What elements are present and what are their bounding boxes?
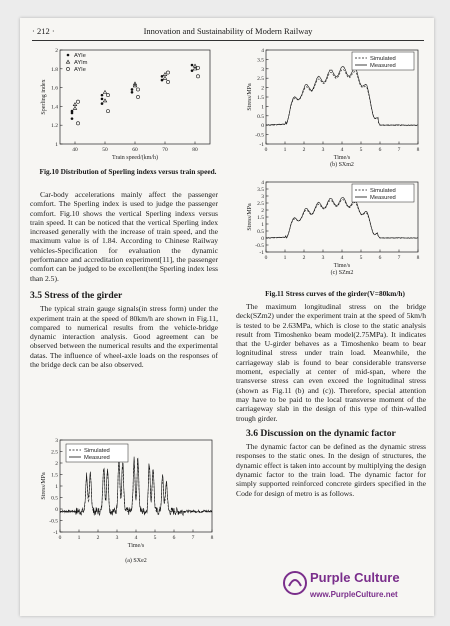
figure-10-caption bbox=[28, 168, 218, 177]
y-tick-label: 1.5 bbox=[51, 472, 58, 479]
x-axis-label: Time/s bbox=[333, 263, 351, 269]
figure-10-chart bbox=[24, 46, 220, 166]
x-tick-label: 2 bbox=[96, 535, 100, 541]
y-tick-label: -0.5 bbox=[255, 132, 264, 139]
y-tick-label: 3 bbox=[261, 194, 264, 200]
data-point-ayle bbox=[131, 88, 134, 91]
x-tick-label: 6 bbox=[378, 255, 382, 261]
purple-culture-logo-icon bbox=[282, 570, 308, 596]
y-tick-label: 1 bbox=[55, 142, 58, 148]
legend-marker-triangle bbox=[66, 60, 69, 63]
szm2-stress-plot bbox=[232, 178, 428, 284]
data-point-aylm-triangle bbox=[103, 91, 106, 94]
fig11-caption-text: Fig.11 Stress curves of the girder(V=80km/h) bbox=[265, 289, 405, 298]
y-tick-label: 2 bbox=[55, 48, 58, 54]
y-tick-label: 2.5 bbox=[257, 76, 264, 83]
data-point-ayle-circle bbox=[106, 110, 109, 113]
y-tick-label: 2 bbox=[55, 461, 58, 467]
x-tick-label: 80 bbox=[192, 147, 198, 153]
simulated-series-line bbox=[60, 463, 212, 512]
data-point-ayle bbox=[161, 75, 164, 78]
y-tick-label: 1.6 bbox=[51, 85, 58, 92]
y-axis-label: Stress/MPa bbox=[41, 472, 47, 500]
x-tick-label: 7 bbox=[397, 255, 401, 261]
x-tick-label: 6 bbox=[172, 535, 176, 541]
journal-title: Innovation and Sustainability of Modern Railway bbox=[143, 26, 313, 36]
x-tick-label: 60 bbox=[132, 147, 138, 153]
longitudinal-stress-paragraph: The maximum longitudinal stress on the bridge deck(SZm2) under the experiment train at the speed of 5km/h is tested to be 2.63MPa, which is close to the static analysis result from Timoshenko beam model(2.75MPa). It indicates that the U-girder behaves as a Timoshenko beam to bear lognitudinal stress under train load. Meanwhile, the carriageway slab is found to bear considerable transverse moment, especially at center of mid-span, where the transverse stress can even exceed the lognitudinal stress (shown as Fig.11 (b) and (c)). Therefore, special attention may have to be paid to the local transverse moment of the carriageway slab in the design of this type of thin-walled trough girder. bbox=[236, 302, 426, 423]
data-point-aylm-triangle bbox=[73, 103, 76, 106]
data-point-ayle bbox=[71, 117, 74, 120]
section-3-5-heading: 3.5 Stress of the girder bbox=[30, 289, 123, 301]
legend-label-simulated: Simulated bbox=[84, 448, 110, 454]
data-point-ayle-circle bbox=[76, 100, 79, 103]
x-tick-label: 8 bbox=[416, 255, 420, 261]
y-tick-label: 1 bbox=[261, 222, 264, 228]
y-tick-label: 1.8 bbox=[51, 66, 58, 73]
legend-label-measured: Measured bbox=[370, 195, 396, 201]
data-point-ayle-circle bbox=[166, 71, 169, 74]
x-tick-label: 1 bbox=[283, 147, 287, 153]
running-header bbox=[32, 26, 424, 40]
y-tick-label: 1.4 bbox=[51, 104, 58, 111]
y-tick-label: 2 bbox=[261, 208, 264, 214]
x-tick-label: 1 bbox=[77, 535, 81, 541]
x-tick-label: 5 bbox=[359, 255, 363, 261]
x-tick-label: 40 bbox=[72, 147, 78, 153]
x-tick-label: 7 bbox=[191, 535, 195, 541]
x-tick-label: 4 bbox=[340, 147, 344, 153]
strain-gauge-paragraph: The typical strain gauge signals(in stress form) under the experiment train at the speed of 80km/h are shown in Fig.11, compared to numerical results from the vehicle-bridge dynamic interaction analysis. Good agreement can be observed between the numerical results and the experimental datas. The influence of wheel-axle loads on the responses of the bridge deck can be also observed. bbox=[30, 304, 218, 370]
y-tick-label: 1.5 bbox=[257, 95, 264, 101]
x-tick-label: 4 bbox=[134, 535, 138, 541]
x-tick-label: 0 bbox=[58, 535, 62, 541]
data-point-ayle bbox=[101, 98, 104, 101]
data-point-ayle-circle bbox=[76, 122, 79, 125]
y-tick-label: 0.5 bbox=[51, 495, 58, 502]
x-tick-label: 5 bbox=[359, 147, 363, 153]
legend-label: AYle bbox=[74, 53, 86, 59]
subcaption: (c) SZm2 bbox=[330, 270, 354, 276]
x-tick-label: 0 bbox=[264, 147, 268, 153]
x-tick-label: 70 bbox=[162, 147, 168, 153]
y-axis-label: Sperling index bbox=[41, 79, 47, 115]
data-point-ayle bbox=[191, 69, 194, 72]
y-tick-label: 1.2 bbox=[51, 123, 58, 130]
data-point-ayle bbox=[101, 102, 104, 105]
header-rule bbox=[32, 40, 424, 41]
y-tick-label: 1 bbox=[261, 104, 264, 111]
purple-culture-watermark bbox=[280, 564, 430, 608]
data-point-aylm-triangle bbox=[163, 76, 166, 79]
y-tick-label: 1 bbox=[55, 484, 58, 490]
legend-label-simulated: Simulated bbox=[370, 188, 396, 194]
legend-label: AYlm bbox=[74, 60, 88, 66]
y-tick-label: 0.5 bbox=[257, 229, 264, 235]
x-tick-label: 8 bbox=[210, 535, 214, 541]
y-tick-label: 0 bbox=[55, 507, 58, 513]
y-tick-label: 4 bbox=[261, 48, 264, 54]
x-tick-label: 2 bbox=[302, 255, 306, 261]
watermark-url: www.PurpleCulture.net bbox=[310, 590, 398, 599]
sxe2-stress-plot bbox=[26, 436, 222, 570]
section-3-6-heading: 3.6 Discussion on the dynamic factor bbox=[246, 427, 396, 439]
dynamic-factor-paragraph: The dynamic factor can be defined as the dynamic stress responses to the static ones. In the design of structures, the dynamic effect is taken into account by multiplying the design dynamic factor to the train load. The dynamic factor for simply supported reinforced concrete girders specified in the Code for design of metro is as follows. bbox=[236, 442, 426, 498]
data-point-ayle bbox=[101, 94, 104, 97]
x-tick-label: 3 bbox=[321, 255, 325, 261]
legend-label-measured: Measured bbox=[370, 63, 396, 69]
y-tick-label: -1 bbox=[53, 530, 58, 536]
data-point-ayle-circle bbox=[106, 94, 109, 97]
sperling-scatter-plot bbox=[24, 46, 220, 166]
fig10-caption-text: Fig.10 Distribution of Sperling indexs versus train speed. bbox=[39, 167, 217, 176]
data-point-ayle bbox=[161, 79, 164, 82]
data-point-ayle bbox=[71, 110, 74, 113]
x-tick-label: 8 bbox=[416, 147, 420, 153]
comfort-paragraph: Car-body accelerations mainly affect the passenger comfort. The Sperling index is used to judge the passenger comfort. Fig.10 shows the vertical Sperling indexs versus train speed. It can be noticed that the vertical Sperling index increased generally with the increase of train speed, and the maximum value is of 1.84. According to Chinese Railway vehicles-Specification for evaluation the dynamic performance and accreditation experiment[11], the passenger comfort can be judged to be excellent(the Sperling index less than 2.5). bbox=[30, 190, 218, 283]
left-text-column bbox=[30, 190, 218, 369]
subcaption: (b) SXm2 bbox=[330, 162, 354, 168]
sxm2-stress-plot bbox=[232, 46, 428, 180]
x-tick-label: 6 bbox=[378, 147, 382, 153]
book-page bbox=[20, 18, 434, 616]
x-tick-label: 7 bbox=[397, 147, 401, 153]
measured-series-line bbox=[60, 457, 212, 516]
legend-label-simulated: Simulated bbox=[370, 56, 396, 62]
data-point-ayle bbox=[131, 91, 134, 94]
subcaption-a: (a) SXe2 bbox=[125, 558, 147, 564]
y-tick-label: 4 bbox=[261, 180, 264, 186]
watermark-brand: Purple Culture bbox=[310, 570, 400, 585]
data-point-aylm-triangle bbox=[73, 106, 76, 109]
data-point-ayle-circle bbox=[136, 88, 139, 91]
figure-11b-chart bbox=[232, 46, 428, 180]
x-tick-label: 50 bbox=[102, 147, 108, 153]
y-tick-label: 0 bbox=[261, 236, 264, 242]
x-tick-label: 0 bbox=[264, 255, 268, 261]
y-tick-label: 0 bbox=[261, 123, 264, 130]
right-text-column bbox=[236, 302, 426, 498]
y-tick-label: 3 bbox=[261, 66, 264, 73]
x-tick-label: 5 bbox=[153, 535, 157, 541]
simulated-series-line bbox=[266, 200, 418, 239]
y-axis-label: Stress/MPa bbox=[247, 203, 253, 231]
x-axis-label: Train speed/(km/h) bbox=[112, 155, 158, 161]
data-point-aylm-triangle bbox=[103, 99, 106, 102]
y-tick-label: 3.5 bbox=[257, 57, 264, 64]
legend-marker-circle bbox=[66, 67, 69, 70]
page-number: · 212 · bbox=[32, 26, 55, 36]
x-tick-label: 4 bbox=[340, 255, 344, 261]
x-axis-label: Time/s bbox=[333, 155, 351, 161]
y-tick-label: 0.5 bbox=[257, 113, 264, 120]
x-tick-label: 3 bbox=[321, 147, 325, 153]
figure-11a-chart bbox=[26, 436, 222, 570]
data-point-ayle-circle bbox=[196, 75, 199, 78]
y-tick-label: 1.5 bbox=[257, 215, 264, 221]
y-tick-label: -1 bbox=[259, 250, 264, 256]
x-axis-label: Time/s bbox=[127, 543, 145, 549]
measured-series-line bbox=[266, 66, 418, 125]
data-point-ayle bbox=[191, 64, 194, 67]
figure-11-caption bbox=[234, 290, 426, 299]
x-tick-label: 1 bbox=[283, 255, 287, 261]
x-tick-label: 3 bbox=[115, 535, 119, 541]
data-point-ayle-circle bbox=[166, 80, 169, 83]
y-tick-label: -0.5 bbox=[49, 518, 58, 525]
legend-marker-dot bbox=[67, 54, 70, 57]
y-axis-label: Stress/MPa bbox=[247, 83, 253, 111]
data-point-ayle-circle bbox=[196, 66, 199, 69]
y-tick-label: 2.5 bbox=[51, 449, 58, 456]
y-tick-label: 3.5 bbox=[257, 187, 264, 193]
legend-label: AYle bbox=[74, 67, 86, 73]
y-tick-label: -1 bbox=[259, 142, 264, 148]
y-tick-label: 2.5 bbox=[257, 201, 264, 207]
x-tick-label: 2 bbox=[302, 147, 306, 153]
y-tick-label: 3 bbox=[55, 438, 58, 444]
figure-11c-chart bbox=[232, 178, 428, 284]
data-point-ayle-circle bbox=[136, 95, 139, 98]
y-tick-label: -0.5 bbox=[255, 243, 264, 249]
legend-label-measured: Measured bbox=[84, 455, 110, 461]
y-tick-label: 2 bbox=[261, 85, 264, 92]
